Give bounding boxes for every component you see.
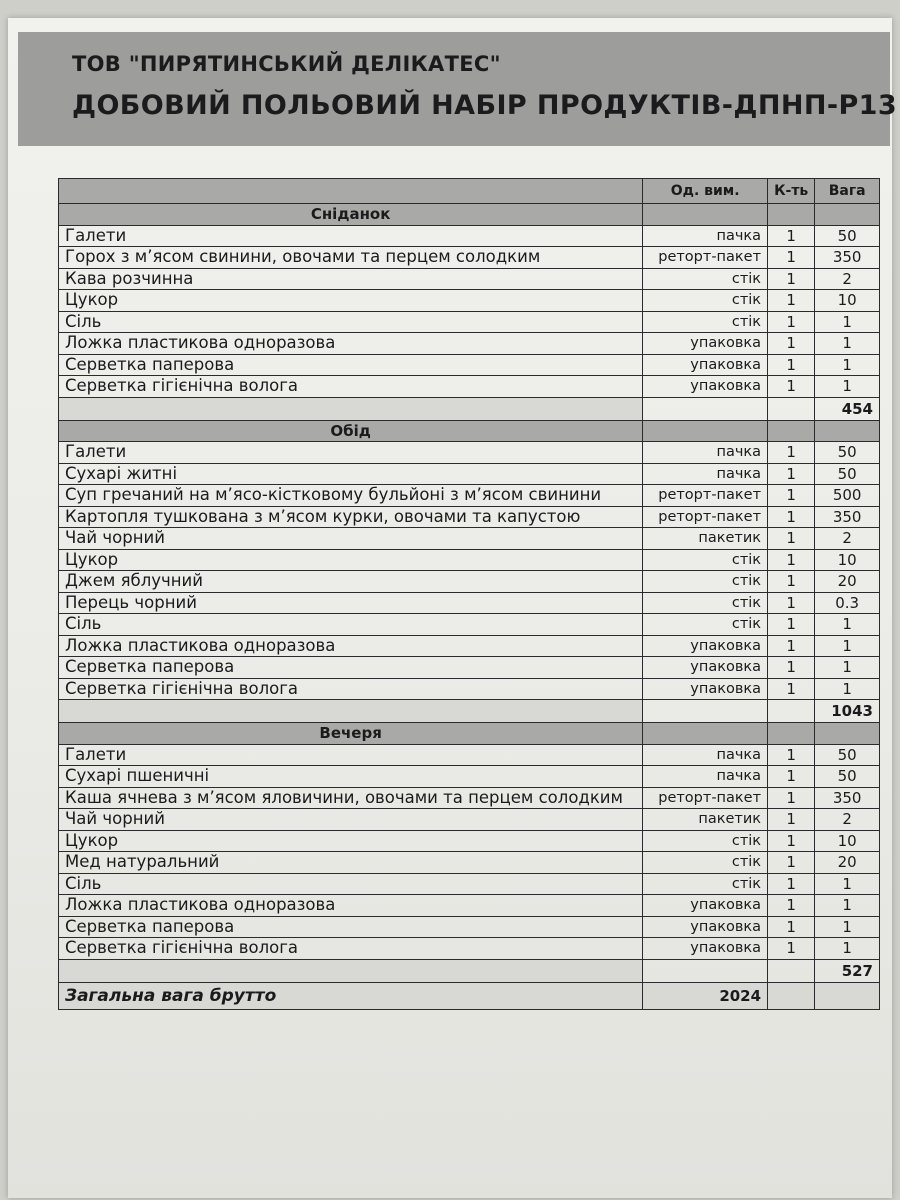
product-unit: упаковка	[643, 376, 768, 398]
product-unit: пачка	[643, 225, 768, 247]
product-weight: 1	[815, 916, 880, 938]
table-row	[59, 485, 880, 507]
subtotal-empty-cell	[643, 700, 768, 723]
section-header-breakfast	[59, 204, 880, 226]
product-name: Серветка паперова	[59, 354, 643, 376]
product-qty: 1	[768, 657, 815, 679]
section-header-weight-cell	[815, 723, 880, 745]
product-qty: 1	[768, 268, 815, 290]
table-row	[59, 873, 880, 895]
product-weight: 10	[815, 830, 880, 852]
table-row	[59, 916, 880, 938]
product-unit: упаковка	[643, 938, 768, 960]
header-qty: К-ть	[768, 179, 815, 204]
product-weight: 1	[815, 938, 880, 960]
product-weight: 1	[815, 376, 880, 398]
table-row	[59, 938, 880, 960]
product-unit: упаковка	[643, 895, 768, 917]
table-row	[59, 442, 880, 464]
table-row	[59, 635, 880, 657]
product-name: Кава розчинна	[59, 268, 643, 290]
product-qty: 1	[768, 311, 815, 333]
product-weight: 20	[815, 852, 880, 874]
product-name: Сіль	[59, 614, 643, 636]
product-unit: упаковка	[643, 333, 768, 355]
product-name: Цукор	[59, 290, 643, 312]
table-row	[59, 463, 880, 485]
section-title: Вечеря	[59, 723, 643, 745]
product-weight: 20	[815, 571, 880, 593]
product-qty: 1	[768, 916, 815, 938]
table-row	[59, 895, 880, 917]
product-unit: стік	[643, 311, 768, 333]
product-name: Сухарі житні	[59, 463, 643, 485]
product-name: Сухарі пшеничні	[59, 766, 643, 788]
section-subtotal-row	[59, 700, 880, 723]
product-name: Горох з м’ясом свинини, овочами та перцем солодким	[59, 247, 643, 269]
table-row	[59, 290, 880, 312]
table-row	[59, 311, 880, 333]
table-row	[59, 247, 880, 269]
product-name: Галети	[59, 744, 643, 766]
product-qty: 1	[768, 549, 815, 571]
product-weight: 1	[815, 678, 880, 700]
table-row	[59, 506, 880, 528]
subtotal-empty-cell	[59, 700, 643, 723]
product-qty: 1	[768, 873, 815, 895]
product-weight: 350	[815, 506, 880, 528]
product-weight: 1	[815, 354, 880, 376]
company-name: ТОВ "ПИРЯТИНСЬКИЙ ДЕЛІКАТЕС"	[72, 52, 501, 76]
section-header-lunch	[59, 420, 880, 442]
product-name: Цукор	[59, 830, 643, 852]
product-name: Серветка гігієнічна волога	[59, 678, 643, 700]
product-unit: пакетик	[643, 809, 768, 831]
product-name: Серветка гігієнічна волога	[59, 938, 643, 960]
product-unit: стік	[643, 830, 768, 852]
bleed-through-text	[30, 1080, 890, 1114]
product-qty: 1	[768, 766, 815, 788]
subtotal-empty-cell	[768, 959, 815, 982]
product-name: Чай чорний	[59, 528, 643, 550]
table-row	[59, 787, 880, 809]
table-row	[59, 657, 880, 679]
table-row	[59, 766, 880, 788]
product-qty: 1	[768, 635, 815, 657]
subtotal-empty-cell	[59, 397, 643, 420]
product-qty: 1	[768, 485, 815, 507]
product-qty: 1	[768, 442, 815, 464]
product-unit: пакетик	[643, 528, 768, 550]
product-qty: 1	[768, 463, 815, 485]
section-title: Сніданок	[59, 204, 643, 226]
header-name-cell	[59, 179, 643, 204]
product-unit: реторт-пакет	[643, 506, 768, 528]
table-row	[59, 852, 880, 874]
product-qty: 1	[768, 678, 815, 700]
product-weight: 1	[815, 311, 880, 333]
table-row	[59, 333, 880, 355]
table-row	[59, 592, 880, 614]
product-unit: стік	[643, 290, 768, 312]
product-unit: стік	[643, 571, 768, 593]
product-qty: 1	[768, 809, 815, 831]
table-row	[59, 528, 880, 550]
table-row	[59, 571, 880, 593]
product-name: Ложка пластикова одноразова	[59, 895, 643, 917]
product-name: Сіль	[59, 311, 643, 333]
product-name: Ложка пластикова одноразова	[59, 635, 643, 657]
product-unit: реторт-пакет	[643, 247, 768, 269]
grand-empty-cell	[768, 982, 815, 1009]
section-header-unit-cell	[643, 723, 768, 745]
product-name: Картопля тушкована з м’ясом курки, овочами та капустою	[59, 506, 643, 528]
product-unit: стік	[643, 549, 768, 571]
product-weight: 50	[815, 766, 880, 788]
header-weight: Вага	[815, 179, 880, 204]
product-weight: 2	[815, 809, 880, 831]
product-weight: 1	[815, 333, 880, 355]
grand-total-row	[59, 982, 880, 1009]
product-unit: упаковка	[643, 657, 768, 679]
products-table	[58, 178, 880, 1010]
section-header-weight-cell	[815, 420, 880, 442]
product-qty: 1	[768, 376, 815, 398]
section-subtotal-row	[59, 959, 880, 982]
section-total-weight: 527	[815, 959, 880, 982]
product-weight: 50	[815, 442, 880, 464]
header-unit: Од. вим.	[643, 179, 768, 204]
product-name: Мед натуральний	[59, 852, 643, 874]
product-unit: пачка	[643, 442, 768, 464]
product-name: Сіль	[59, 873, 643, 895]
section-header-qty-cell	[768, 723, 815, 745]
product-name: Галети	[59, 442, 643, 464]
product-weight: 1	[815, 635, 880, 657]
product-unit: пачка	[643, 744, 768, 766]
product-qty: 1	[768, 744, 815, 766]
subtotal-empty-cell	[768, 700, 815, 723]
table-row	[59, 809, 880, 831]
product-qty: 1	[768, 225, 815, 247]
grand-total-label: Загальна вага брутто	[59, 982, 643, 1009]
product-qty: 1	[768, 528, 815, 550]
product-weight: 1	[815, 657, 880, 679]
table-row	[59, 354, 880, 376]
product-weight: 10	[815, 290, 880, 312]
product-unit: стік	[643, 614, 768, 636]
product-weight: 10	[815, 549, 880, 571]
section-header-qty-cell	[768, 204, 815, 226]
product-unit: стік	[643, 592, 768, 614]
header-band	[18, 32, 890, 146]
product-name: Суп гречаний на м’ясо-кістковому бульйоні з м’ясом свинини	[59, 485, 643, 507]
product-unit: стік	[643, 852, 768, 874]
table-header-row	[59, 179, 880, 204]
table-row	[59, 376, 880, 398]
product-name: Серветка паперова	[59, 657, 643, 679]
product-unit: реторт-пакет	[643, 787, 768, 809]
product-weight: 350	[815, 787, 880, 809]
product-name: Галети	[59, 225, 643, 247]
section-subtotal-row	[59, 397, 880, 420]
section-header-weight-cell	[815, 204, 880, 226]
table-row	[59, 225, 880, 247]
section-total-weight: 1043	[815, 700, 880, 723]
product-unit: упаковка	[643, 635, 768, 657]
product-unit: стік	[643, 268, 768, 290]
subtotal-empty-cell	[643, 959, 768, 982]
product-qty: 1	[768, 592, 815, 614]
product-name: Цукор	[59, 549, 643, 571]
product-weight: 350	[815, 247, 880, 269]
section-total-weight: 454	[815, 397, 880, 420]
section-title: Обід	[59, 420, 643, 442]
subtotal-empty-cell	[59, 959, 643, 982]
table-row	[59, 614, 880, 636]
product-unit: пачка	[643, 463, 768, 485]
table-row	[59, 744, 880, 766]
product-qty: 1	[768, 852, 815, 874]
product-weight: 2	[815, 528, 880, 550]
product-weight: 50	[815, 225, 880, 247]
product-weight: 1	[815, 614, 880, 636]
product-name: Ложка пластикова одноразова	[59, 333, 643, 355]
table-row	[59, 549, 880, 571]
product-name: Серветка паперова	[59, 916, 643, 938]
product-weight: 2	[815, 268, 880, 290]
section-header-unit-cell	[643, 420, 768, 442]
subtotal-empty-cell	[768, 397, 815, 420]
section-header-unit-cell	[643, 204, 768, 226]
table-row	[59, 830, 880, 852]
product-name: Чай чорний	[59, 809, 643, 831]
product-qty: 1	[768, 354, 815, 376]
product-qty: 1	[768, 571, 815, 593]
product-name: Серветка гігієнічна волога	[59, 376, 643, 398]
product-unit: реторт-пакет	[643, 485, 768, 507]
product-weight: 0.3	[815, 592, 880, 614]
product-qty: 1	[768, 895, 815, 917]
product-name: Перець чорний	[59, 592, 643, 614]
product-qty: 1	[768, 830, 815, 852]
table-row	[59, 678, 880, 700]
table-body	[59, 204, 880, 1010]
product-weight: 50	[815, 744, 880, 766]
section-header-qty-cell	[768, 420, 815, 442]
product-qty: 1	[768, 290, 815, 312]
product-qty: 1	[768, 614, 815, 636]
product-unit: пачка	[643, 766, 768, 788]
product-unit: стік	[643, 873, 768, 895]
product-weight: 1	[815, 895, 880, 917]
product-weight: 500	[815, 485, 880, 507]
product-qty: 1	[768, 787, 815, 809]
table-row	[59, 268, 880, 290]
product-name: Джем яблучний	[59, 571, 643, 593]
subtotal-empty-cell	[643, 397, 768, 420]
product-qty: 1	[768, 247, 815, 269]
product-qty: 1	[768, 506, 815, 528]
product-qty: 1	[768, 938, 815, 960]
grand-total-weight: 2024	[643, 982, 768, 1009]
product-weight: 1	[815, 873, 880, 895]
product-name: Каша ячнева з м’ясом яловичини, овочами та перцем солодким	[59, 787, 643, 809]
product-unit: упаковка	[643, 354, 768, 376]
section-header-dinner	[59, 723, 880, 745]
product-weight: 50	[815, 463, 880, 485]
document-title: ДОБОВИЙ ПОЛЬОВИЙ НАБІР ПРОДУКТІВ-ДПНП-Р13	[72, 90, 898, 121]
grand-empty-cell	[815, 982, 880, 1009]
product-unit: упаковка	[643, 678, 768, 700]
product-qty: 1	[768, 333, 815, 355]
product-unit: упаковка	[643, 916, 768, 938]
